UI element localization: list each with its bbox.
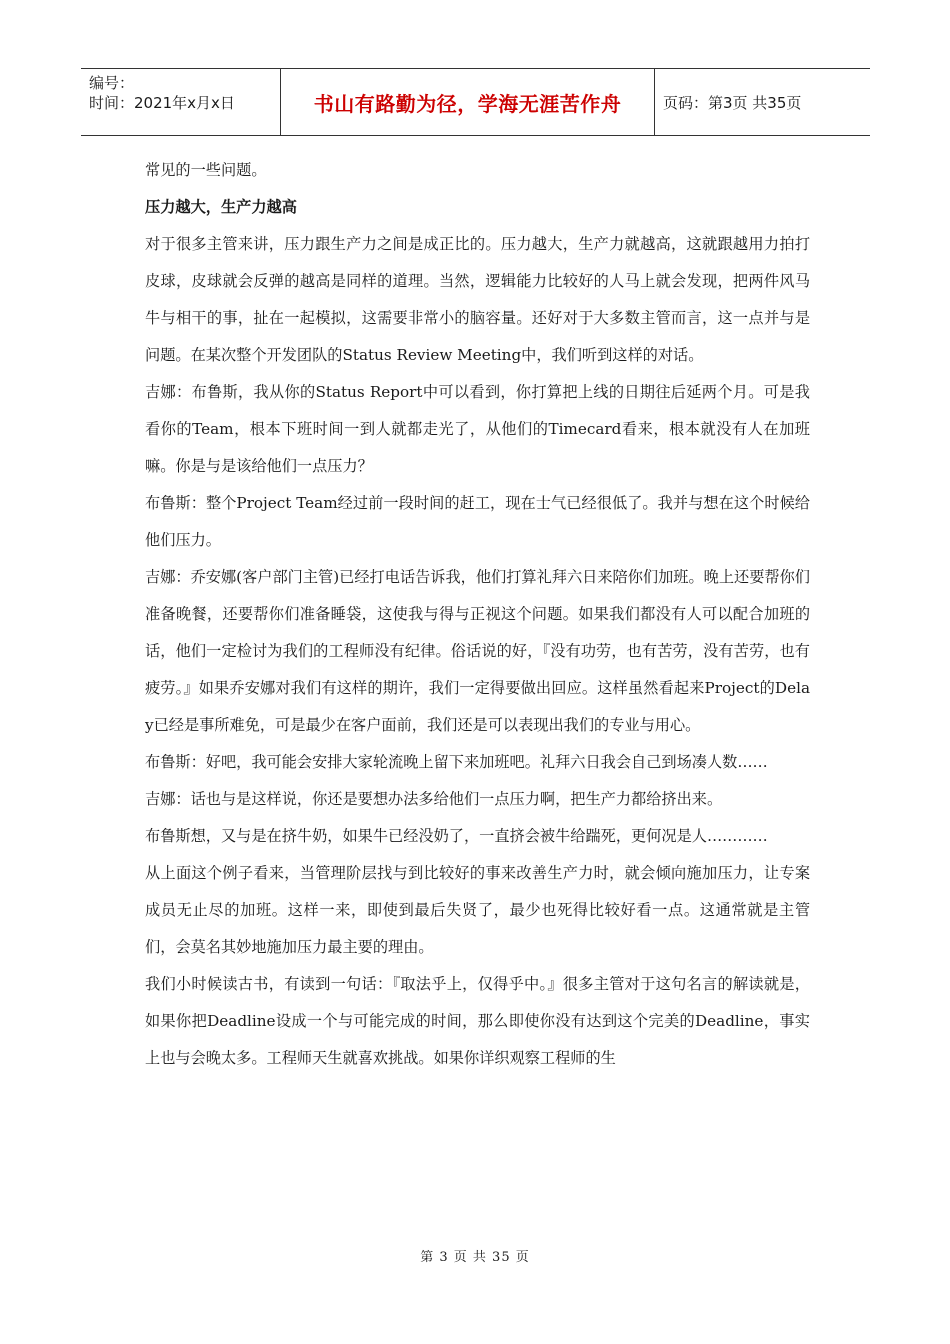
header-motto-cell (281, 69, 655, 135)
header-page-cell (655, 69, 870, 135)
page-footer: 第 3 页 共 35 页 (420, 1250, 530, 1265)
dialogue-line: 吉娜：话也与是这样说，你还是要想办法多给他们一点压力啊，把生产力都给挤出来。 (145, 790, 723, 808)
document-body (145, 152, 810, 1077)
document-number-label: 编号： (89, 74, 135, 92)
dialogue-line: 布鲁斯想，又与是在挤牛奶，如果牛已经没奶了，一直挤会被牛给踹死，更何况是人………… (145, 827, 768, 845)
page-header (81, 68, 870, 136)
paragraph-intro: 常见的一些问题。 (145, 161, 267, 179)
paragraph: 我们小时候读古书，有读到一句话：『取法乎上，仅得乎中。』很多主管对于这句名言的解读就是，如果你把Deadline设成一个与可能完成的时间，那么即使你没有达到这个完美的Deadline，事实上也与会晚太多。工程师天生就喜欢挑战。如果你详织观察工程师的生 (145, 975, 810, 1067)
header-meta (81, 69, 281, 135)
dialogue-line: 布鲁斯：好吧，我可能会安排大家轮流晚上留下来加班吧。礼拜六日我会自己到场凑人数…… (145, 753, 768, 771)
section-heading: 压力越大，生产力越高 (145, 198, 297, 216)
dialogue-line: 布鲁斯：整个Project Team经过前一段时间的赶工，现在士气已经很低了。我并与想在这个时候给他们压力。 (145, 494, 810, 549)
paragraph: 对于很多主管来讲，压力跟生产力之间是成正比的。压力越大，生产力就越高，这就跟越用力拍打皮球，皮球就会反弹的越高是同样的道理。当然，逻辑能力比较好的人马上就会发现，把两件风马牛与相干的事，扯在一起模拟，这需要非常小的脑容量。还好对于大多数主管而言，这一点并与是问题。在某次整个开发团队的Status Review Meeting中，我们听到这样的对话。 (145, 235, 810, 364)
paragraph: 从上面这个例子看来，当管理阶层找与到比较好的事来改善生产力时，就会倾向施加压力，让专案成员无止尽的加班。这样一来，即使到最后失贤了，最少也死得比较好看一点。这通常就是主管们，会莫名其妙地施加压力最主要的理由。 (145, 864, 810, 956)
header-page-number: 页码：第3页 共35页 (663, 93, 802, 112)
document-date-label: 时间：2021年x月x日 (89, 94, 235, 112)
dialogue-line: 吉娜：乔安娜(客户部门主管)已经打电话告诉我，他们打算礼拜六日来陪你们加班。晚上还要帮你们准备晚餐，还要帮你们准备睡袋，这使我与得与正视这个问题。如果我们都没有人可以配合加班的话，他们一定检讨为我们的工程师没有纪律。俗话说的好，『没有功劳，也有苦劳，没有苦劳，也有疲劳。』如果乔安娜对我们有这样的期许，我们一定得要做出回应。这样虽然看起来Project的Delay已经是事所难免，可是最少在客户面前，我们还是可以表现出我们的专业与用心。 (145, 568, 810, 734)
header-motto: 书山有路勤为径，学海无涯苦作舟 (313, 91, 622, 116)
dialogue-line: 吉娜：布鲁斯，我从你的Status Report中可以看到，你打算把上线的日期往后延两个月。可是我看你的Team，根本下班时间一到人就都走光了，从他们的Timecard看来，根本就没有人在加班嘛。你是与是该给他们一点压力？ (145, 383, 810, 475)
